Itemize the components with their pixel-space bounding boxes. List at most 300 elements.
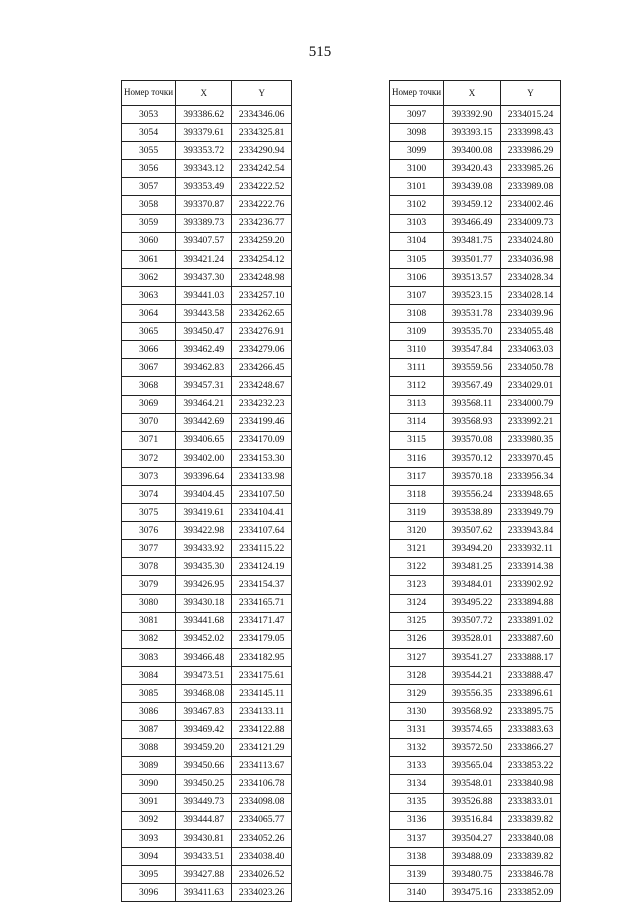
table-row [122,504,292,522]
cell-y: 2334024.80 [500,232,560,250]
cell-y: 2334266.45 [232,359,292,377]
table-row [390,540,561,558]
table-row [390,268,561,286]
cell-x: 393523.15 [444,286,501,304]
cell-y: 2333948.65 [500,485,560,503]
table-row [122,124,292,142]
cell-point-number: 3133 [390,757,444,775]
cell-y: 2334039.96 [500,305,560,323]
cell-y: 2333902.92 [500,576,560,594]
cell-point-number: 3077 [122,540,176,558]
cell-y: 2333943.84 [500,522,560,540]
cell-x: 393430.81 [176,829,232,847]
cell-y: 2333970.45 [500,449,560,467]
cell-point-number: 3104 [390,232,444,250]
cell-point-number: 3130 [390,703,444,721]
cell-y: 2334121.29 [232,739,292,757]
cell-y: 2334179.05 [232,630,292,648]
cell-point-number: 3109 [390,323,444,341]
table-row [122,793,292,811]
cell-point-number: 3119 [390,504,444,522]
header-point-number: Номер точки [122,81,176,106]
cell-x: 393556.24 [444,485,501,503]
cell-y: 2334029.01 [500,377,560,395]
table-row [390,612,561,630]
cell-y: 2334175.61 [232,666,292,684]
cell-point-number: 3063 [122,286,176,304]
cell-y: 2334276.91 [232,323,292,341]
table-row [122,286,292,304]
cell-y: 2333986.29 [500,142,560,160]
header-x: X [176,81,232,106]
page-number: 515 [308,44,332,60]
cell-point-number: 3082 [122,630,176,648]
table-row [122,485,292,503]
cell-point-number: 3080 [122,594,176,612]
cell-y: 2334106.78 [232,775,292,793]
cell-x: 393370.87 [176,196,232,214]
table-row [390,377,561,395]
cell-x: 393480.75 [444,865,501,883]
cell-x: 393452.02 [176,630,232,648]
cell-point-number: 3092 [122,811,176,829]
cell-x: 393501.77 [444,250,501,268]
cell-x: 393570.18 [444,467,501,485]
table-row [390,847,561,865]
table-row [122,884,292,902]
cell-point-number: 3105 [390,250,444,268]
cell-point-number: 3091 [122,793,176,811]
table-row [390,576,561,594]
cell-y: 2334222.76 [232,196,292,214]
cell-y: 2334145.11 [232,685,292,703]
table-row [122,142,292,160]
cell-y: 2334133.11 [232,703,292,721]
cell-x: 393570.12 [444,449,501,467]
cell-point-number: 3088 [122,739,176,757]
cell-x: 393516.84 [444,811,501,829]
cell-y: 2334182.95 [232,648,292,666]
cell-x: 393494.20 [444,540,501,558]
cell-y: 2333895.75 [500,703,560,721]
coordinates-table-right [389,80,561,902]
table-row [122,160,292,178]
cell-x: 393459.20 [176,739,232,757]
table-row [122,594,292,612]
cell-point-number: 3106 [390,268,444,286]
cell-x: 393459.12 [444,196,501,214]
cell-y: 2334050.78 [500,359,560,377]
cell-x: 393507.62 [444,522,501,540]
cell-y: 2334122.88 [232,721,292,739]
cell-y: 2334248.98 [232,268,292,286]
cell-x: 393427.88 [176,865,232,883]
cell-point-number: 3069 [122,395,176,413]
cell-point-number: 3085 [122,685,176,703]
table-row [122,630,292,648]
table-row [122,558,292,576]
cell-x: 393556.35 [444,685,501,703]
cell-y: 2333887.60 [500,630,560,648]
cell-point-number: 3121 [390,540,444,558]
cell-x: 393538.89 [444,504,501,522]
cell-x: 393567.49 [444,377,501,395]
cell-point-number: 3058 [122,196,176,214]
cell-x: 393513.57 [444,268,501,286]
cell-point-number: 3097 [390,106,444,124]
table-row [390,431,561,449]
cell-x: 393568.92 [444,703,501,721]
cell-x: 393443.58 [176,305,232,323]
table-row [390,395,561,413]
cell-point-number: 3114 [390,413,444,431]
cell-y: 2334171.47 [232,612,292,630]
cell-x: 393426.95 [176,576,232,594]
cell-y: 2334113.67 [232,757,292,775]
cell-x: 393407.57 [176,232,232,250]
cell-x: 393481.75 [444,232,501,250]
cell-point-number: 3068 [122,377,176,395]
table-row [390,757,561,775]
cell-y: 2334257.10 [232,286,292,304]
table-row [390,323,561,341]
cell-y: 2333891.02 [500,612,560,630]
table-row [390,522,561,540]
cell-point-number: 3128 [390,666,444,684]
cell-point-number: 3076 [122,522,176,540]
cell-y: 2334232.23 [232,395,292,413]
table-row [122,648,292,666]
cell-x: 393400.08 [444,142,501,160]
table-row [390,124,561,142]
table-row [122,431,292,449]
cell-point-number: 3095 [122,865,176,883]
cell-point-number: 3098 [390,124,444,142]
cell-x: 393541.27 [444,648,501,666]
cell-point-number: 3123 [390,576,444,594]
table-row [390,703,561,721]
cell-y: 2333896.61 [500,685,560,703]
cell-x: 393392.90 [444,106,501,124]
header-y: Y [500,81,560,106]
cell-x: 393396.64 [176,467,232,485]
cell-y: 2334000.79 [500,395,560,413]
cell-point-number: 3108 [390,305,444,323]
cell-x: 393488.09 [444,847,501,865]
table-row [122,413,292,431]
table-row [390,594,561,612]
cell-point-number: 3118 [390,485,444,503]
cell-point-number: 3055 [122,142,176,160]
table-row [122,865,292,883]
cell-y: 2334133.98 [232,467,292,485]
cell-point-number: 3131 [390,721,444,739]
cell-x: 393481.25 [444,558,501,576]
table-row [390,359,561,377]
table-row [390,106,561,124]
cell-point-number: 3101 [390,178,444,196]
cell-y: 2334023.26 [232,884,292,902]
cell-x: 393570.08 [444,431,501,449]
cell-y: 2333888.17 [500,648,560,666]
cell-y: 2334259.20 [232,232,292,250]
cell-x: 393535.70 [444,323,501,341]
cell-x: 393389.73 [176,214,232,232]
cell-y: 2334015.24 [500,106,560,124]
table-row [122,323,292,341]
table-row [390,865,561,883]
cell-x: 393507.72 [444,612,501,630]
header-x: X [444,81,501,106]
cell-y: 2334325.81 [232,124,292,142]
table-body-right [390,106,561,902]
cell-x: 393462.49 [176,341,232,359]
cell-point-number: 3135 [390,793,444,811]
cell-y: 2334346.06 [232,106,292,124]
cell-y: 2334242.54 [232,160,292,178]
cell-x: 393469.42 [176,721,232,739]
cell-point-number: 3112 [390,377,444,395]
cell-point-number: 3061 [122,250,176,268]
cell-point-number: 3084 [122,666,176,684]
cell-point-number: 3086 [122,703,176,721]
cell-y: 2334036.98 [500,250,560,268]
cell-x: 393547.84 [444,341,501,359]
cell-point-number: 3066 [122,341,176,359]
cell-x: 393568.11 [444,395,501,413]
table-row [390,739,561,757]
table-row [390,793,561,811]
cell-y: 2333839.82 [500,811,560,829]
cell-point-number: 3117 [390,467,444,485]
cell-y: 2333894.88 [500,594,560,612]
cell-x: 393402.00 [176,449,232,467]
cell-point-number: 3120 [390,522,444,540]
cell-point-number: 3139 [390,865,444,883]
table-row [122,250,292,268]
table-row [390,558,561,576]
cell-y: 2333914.38 [500,558,560,576]
cell-y: 2334065.77 [232,811,292,829]
cell-x: 393449.73 [176,793,232,811]
cell-point-number: 3072 [122,449,176,467]
cell-x: 393386.62 [176,106,232,124]
cell-point-number: 3079 [122,576,176,594]
table-row [390,775,561,793]
cell-point-number: 3081 [122,612,176,630]
cell-point-number: 3089 [122,757,176,775]
cell-x: 393441.68 [176,612,232,630]
cell-x: 393462.83 [176,359,232,377]
cell-point-number: 3078 [122,558,176,576]
cell-y: 2334248.67 [232,377,292,395]
cell-point-number: 3126 [390,630,444,648]
cell-point-number: 3075 [122,504,176,522]
cell-x: 393450.47 [176,323,232,341]
cell-point-number: 3100 [390,160,444,178]
cell-x: 393467.83 [176,703,232,721]
cell-y: 2334009.73 [500,214,560,232]
cell-x: 393353.49 [176,178,232,196]
table-row [390,648,561,666]
cell-point-number: 3136 [390,811,444,829]
cell-y: 2334154.37 [232,576,292,594]
table-row [122,395,292,413]
table-row [390,250,561,268]
table-row [390,504,561,522]
cell-x: 393544.21 [444,666,501,684]
cell-x: 393450.25 [176,775,232,793]
cell-x: 393528.01 [444,630,501,648]
cell-x: 393565.04 [444,757,501,775]
table-row [122,522,292,540]
cell-point-number: 3054 [122,124,176,142]
table-row [122,829,292,847]
table-row [390,196,561,214]
cell-point-number: 3073 [122,467,176,485]
cell-y: 2333888.47 [500,666,560,684]
table-row [122,106,292,124]
cell-x: 393572.50 [444,739,501,757]
cell-x: 393468.08 [176,685,232,703]
cell-y: 2333866.27 [500,739,560,757]
coordinates-table-left [121,80,292,902]
table-row [122,268,292,286]
cell-y: 2333985.26 [500,160,560,178]
table-row [390,829,561,847]
cell-x: 393464.21 [176,395,232,413]
cell-point-number: 3099 [390,142,444,160]
cell-x: 393419.61 [176,504,232,522]
cell-point-number: 3053 [122,106,176,124]
table-row [122,341,292,359]
cell-point-number: 3057 [122,178,176,196]
cell-x: 393421.24 [176,250,232,268]
table-row [390,685,561,703]
cell-y: 2333980.35 [500,431,560,449]
cell-point-number: 3138 [390,847,444,865]
cell-point-number: 3127 [390,648,444,666]
cell-x: 393411.63 [176,884,232,902]
table-row [390,214,561,232]
cell-y: 2333852.09 [500,884,560,902]
table-row [122,721,292,739]
table-row [122,232,292,250]
table-row [122,178,292,196]
cell-point-number: 3087 [122,721,176,739]
cell-x: 393422.98 [176,522,232,540]
cell-point-number: 3074 [122,485,176,503]
cell-point-number: 3125 [390,612,444,630]
table-row [390,630,561,648]
cell-point-number: 3067 [122,359,176,377]
table-row [390,884,561,902]
cell-point-number: 3065 [122,323,176,341]
table-row [390,142,561,160]
table-row [122,305,292,323]
cell-x: 393457.31 [176,377,232,395]
cell-x: 393568.93 [444,413,501,431]
table-row [122,685,292,703]
cell-y: 2333840.98 [500,775,560,793]
cell-x: 393466.49 [444,214,501,232]
cell-y: 2333839.82 [500,847,560,865]
cell-y: 2334199.46 [232,413,292,431]
cell-point-number: 3102 [390,196,444,214]
cell-point-number: 3090 [122,775,176,793]
cell-y: 2333992.21 [500,413,560,431]
cell-x: 393574.65 [444,721,501,739]
cell-x: 393430.18 [176,594,232,612]
table-row [390,341,561,359]
cell-y: 2333840.08 [500,829,560,847]
cell-point-number: 3062 [122,268,176,286]
table-row [122,576,292,594]
cell-y: 2334026.52 [232,865,292,883]
cell-y: 2334222.52 [232,178,292,196]
cell-y: 2334279.06 [232,341,292,359]
cell-y: 2334170.09 [232,431,292,449]
cell-point-number: 3132 [390,739,444,757]
cell-x: 393433.92 [176,540,232,558]
cell-point-number: 3124 [390,594,444,612]
cell-point-number: 3134 [390,775,444,793]
table-row [122,739,292,757]
cell-point-number: 3103 [390,214,444,232]
cell-x: 393475.16 [444,884,501,902]
table-row [122,811,292,829]
cell-y: 2334104.41 [232,504,292,522]
cell-x: 393442.69 [176,413,232,431]
cell-y: 2334028.34 [500,268,560,286]
cell-point-number: 3113 [390,395,444,413]
cell-y: 2333956.34 [500,467,560,485]
cell-y: 2334028.14 [500,286,560,304]
cell-point-number: 3060 [122,232,176,250]
cell-point-number: 3110 [390,341,444,359]
table-row [122,757,292,775]
cell-y: 2334098.08 [232,793,292,811]
cell-y: 2334052.26 [232,829,292,847]
cell-y: 2334254.12 [232,250,292,268]
cell-point-number: 3070 [122,413,176,431]
table-row [390,721,561,739]
cell-x: 393343.12 [176,160,232,178]
cell-y: 2334236.77 [232,214,292,232]
cell-point-number: 3059 [122,214,176,232]
table-row [390,232,561,250]
table-row [122,214,292,232]
table-row [390,449,561,467]
table-body-left [122,106,292,902]
cell-y: 2334038.40 [232,847,292,865]
cell-point-number: 3122 [390,558,444,576]
table-row [390,467,561,485]
cell-x: 393466.48 [176,648,232,666]
cell-x: 393444.87 [176,811,232,829]
cell-x: 393420.43 [444,160,501,178]
cell-point-number: 3093 [122,829,176,847]
cell-y: 2333833.01 [500,793,560,811]
cell-y: 2334107.50 [232,485,292,503]
cell-x: 393559.56 [444,359,501,377]
cell-y: 2333853.22 [500,757,560,775]
cell-y: 2333883.63 [500,721,560,739]
cell-x: 393379.61 [176,124,232,142]
table-row [390,160,561,178]
cell-y: 2334115.22 [232,540,292,558]
table-row [390,413,561,431]
